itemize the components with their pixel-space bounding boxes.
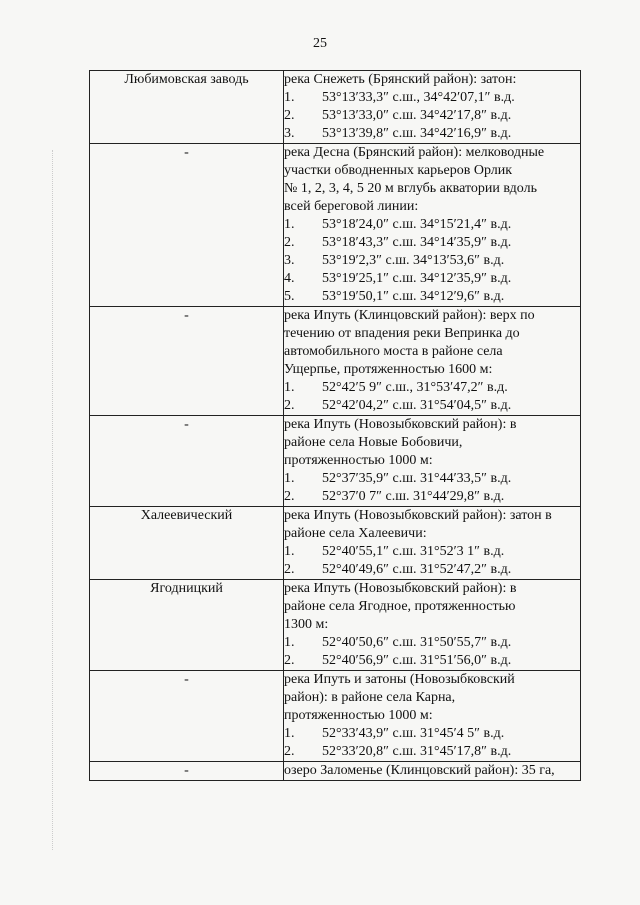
coordinate-item <box>284 216 580 234</box>
coordinate-value: 53°19′50,1″ с.ш. 34°12′9,6″ в.д. <box>322 289 505 304</box>
coordinate-number: 2. <box>284 489 295 504</box>
coordinate-number: 1. <box>284 544 295 559</box>
coordinate-value: 52°33′20,8″ с.ш. 31°45′17,8″ в.д. <box>322 744 512 759</box>
coordinate-number: 4. <box>284 271 295 286</box>
description-line: участки обводненных карьеров Орлик <box>284 163 513 178</box>
coordinate-item <box>284 652 580 670</box>
coordinate-number: 5. <box>284 289 295 304</box>
description-line: течению от впадения реки Вепринка до <box>284 326 520 341</box>
site-name-cell: - <box>90 144 284 307</box>
coordinate-value: 53°18′43,3″ с.ш. 34°14′35,9″ в.д. <box>322 235 512 250</box>
coordinate-value: 52°40′49,6″ с.ш. 31°52′47,2″ в.д. <box>322 562 512 577</box>
description-line: река Ипуть (Новозыбковский район): затон в <box>284 508 552 523</box>
description-line: районе села Ягодное, протяженностью <box>284 599 516 614</box>
coordinate-value: 52°42′5 9″ с.ш., 31°53′47,2″ в.д. <box>322 380 508 395</box>
description-line: № 1, 2, 3, 4, 5 20 м вглубь акватории вдоль <box>284 181 537 196</box>
coordinate-item <box>284 488 580 506</box>
coordinate-number: 2. <box>284 744 295 759</box>
coordinate-value: 53°13′33,0″ с.ш. 34°42′17,8″ в.д. <box>322 108 512 123</box>
site-name-cell: - <box>90 416 284 507</box>
site-description-cell <box>284 144 581 307</box>
description-line: река Ипуть (Клинцовский район): верх по <box>284 308 535 323</box>
coordinate-value: 52°37′35,9″ с.ш. 31°44′33,5″ в.д. <box>322 471 512 486</box>
coordinate-number: 2. <box>284 398 295 413</box>
description-line: река Снежеть (Брянский район): затон: <box>284 72 517 87</box>
coordinate-value: 53°18′24,0″ с.ш. 34°15′21,4″ в.д. <box>322 217 512 232</box>
site-description-cell <box>284 307 581 416</box>
water-areas-table <box>89 70 581 781</box>
table-row <box>90 671 581 762</box>
coordinate-number: 1. <box>284 635 295 650</box>
coordinate-number: 2. <box>284 562 295 577</box>
site-description-cell <box>284 71 581 144</box>
table-row <box>90 416 581 507</box>
coordinate-value: 53°19′2,3″ с.ш. 34°13′53,6″ в.д. <box>322 253 505 268</box>
coordinate-item <box>284 634 580 652</box>
coordinate-item <box>284 470 580 488</box>
coordinate-value: 52°33′43,9″ с.ш. 31°45′4 5″ в.д. <box>322 726 505 741</box>
coordinate-item <box>284 543 580 561</box>
site-description-cell <box>284 762 581 781</box>
page-number: 25 <box>313 36 327 51</box>
site-description-cell <box>284 416 581 507</box>
site-description-cell <box>284 580 581 671</box>
site-name-cell: Любимовская заводь <box>90 71 284 144</box>
coordinate-number: 1. <box>284 471 295 486</box>
site-description-cell <box>284 507 581 580</box>
scan-edge-line <box>52 150 54 850</box>
coordinate-number: 2. <box>284 235 295 250</box>
coordinate-number: 3. <box>284 253 295 268</box>
coordinate-item <box>284 743 580 761</box>
description-line: автомобильного моста в районе села <box>284 344 503 359</box>
coordinate-number: 1. <box>284 726 295 741</box>
coordinate-item <box>284 270 580 288</box>
site-name-cell: - <box>90 762 284 781</box>
coordinate-number: 1. <box>284 380 295 395</box>
coordinate-value: 52°37′0 7″ с.ш. 31°44′29,8″ в.д. <box>322 489 505 504</box>
coordinate-item <box>284 725 580 743</box>
description-line: протяженностью 1000 м: <box>284 453 433 468</box>
coordinate-item <box>284 107 580 125</box>
coordinate-number: 1. <box>284 90 295 105</box>
coordinate-item <box>284 379 580 397</box>
coordinate-value: 52°40′56,9″ с.ш. 31°51′56,0″ в.д. <box>322 653 512 668</box>
coordinate-number: 2. <box>284 108 295 123</box>
site-name-cell: - <box>90 307 284 416</box>
table-body <box>90 71 581 781</box>
coordinate-item <box>284 89 580 107</box>
coordinate-value: 52°40′50,6″ с.ш. 31°50′55,7″ в.д. <box>322 635 512 650</box>
coordinate-item <box>284 561 580 579</box>
description-line: река Ипуть (Новозыбковский район): в <box>284 581 517 596</box>
coordinate-item <box>284 234 580 252</box>
coordinate-item <box>284 288 580 306</box>
table-row <box>90 507 581 580</box>
description-line: озеро Заломенье (Клинцовский район): 35 га, <box>284 763 555 778</box>
site-name-cell: - <box>90 671 284 762</box>
table-row <box>90 71 581 144</box>
coordinate-value: 53°13′33,3″ с.ш., 34°42′07,1″ в.д. <box>322 90 515 105</box>
description-line: район): в районе села Карна, <box>284 690 456 705</box>
description-line: всей береговой линии: <box>284 199 419 214</box>
coordinate-value: 52°42′04,2″ с.ш. 31°54′04,5″ в.д. <box>322 398 512 413</box>
coordinate-number: 3. <box>284 126 295 141</box>
table-row <box>90 307 581 416</box>
site-name-cell: Халеевический <box>90 507 284 580</box>
description-line: Ущерпье, протяженностью 1600 м: <box>284 362 493 377</box>
coordinate-number: 1. <box>284 217 295 232</box>
description-line: 1300 м: <box>284 617 329 632</box>
table-row <box>90 144 581 307</box>
coordinate-value: 52°40′55,1″ с.ш. 31°52′3 1″ в.д. <box>322 544 505 559</box>
coordinate-value: 53°19′25,1″ с.ш. 34°12′35,9″ в.д. <box>322 271 512 286</box>
description-line: река Ипуть и затоны (Новозыбковский <box>284 672 515 687</box>
table-row <box>90 762 581 781</box>
description-line: районе села Халеевичи: <box>284 526 427 541</box>
coordinate-number: 2. <box>284 653 295 668</box>
coordinate-item <box>284 397 580 415</box>
coordinate-item <box>284 125 580 143</box>
description-line: река Десна (Брянский район): мелководные <box>284 145 545 160</box>
description-line: районе села Новые Бобовичи, <box>284 435 463 450</box>
coordinate-item <box>284 252 580 270</box>
table-row <box>90 580 581 671</box>
description-line: протяженностью 1000 м: <box>284 708 433 723</box>
site-description-cell <box>284 671 581 762</box>
description-line: река Ипуть (Новозыбковский район): в <box>284 417 517 432</box>
coordinate-value: 53°13′39,8″ с.ш. 34°42′16,9″ в.д. <box>322 126 512 141</box>
site-name-cell: Ягодницкий <box>90 580 284 671</box>
